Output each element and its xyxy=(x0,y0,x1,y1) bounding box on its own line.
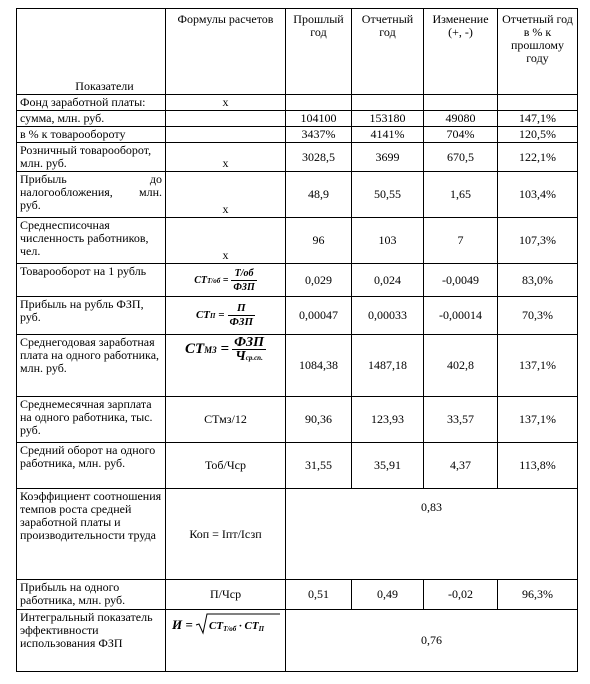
row-formula: П/Чср xyxy=(166,580,286,610)
cell-curr: 103 xyxy=(352,218,424,264)
cell-change: 402,8 xyxy=(424,335,498,397)
cell-prev: 0,029 xyxy=(286,264,352,297)
row-formula: x xyxy=(166,172,286,218)
cell-prev: 0,51 xyxy=(286,580,352,610)
header-formulas: Формулы расчетов xyxy=(166,9,286,95)
table-row xyxy=(17,443,578,489)
row-formula: x xyxy=(166,218,286,264)
cell-change: 4,37 xyxy=(424,443,498,489)
cell-curr: 4141% xyxy=(352,127,424,143)
cell-pct: 96,3% xyxy=(498,580,578,610)
row-label: Товарооборот на 1 рубль xyxy=(17,264,166,297)
row-label: Коэффициент соотношения темпов роста средней заработной платы и производительности труда xyxy=(17,489,166,580)
table-row xyxy=(17,95,578,111)
cell-curr: 0,49 xyxy=(352,580,424,610)
header-prev-year: Прошлый год xyxy=(286,9,352,95)
cell-change: 670,5 xyxy=(424,143,498,172)
cell-pct: 137,1% xyxy=(498,397,578,443)
table-row xyxy=(17,264,578,297)
table-row xyxy=(17,127,578,143)
cell-curr: 153180 xyxy=(352,111,424,127)
cell-pct: 83,0% xyxy=(498,264,578,297)
cell-merged-value: 0,83 xyxy=(286,489,578,580)
cell-pct: 103,4% xyxy=(498,172,578,218)
row-formula: СТмз/12 xyxy=(166,397,286,443)
formula-turnover-per-ruble: СТТ/об = $\frac{Т/об}{\text{ФЗП}}$ xyxy=(166,264,286,297)
cell-curr: 50,55 xyxy=(352,172,424,218)
row-label: Средний оборот на одного работника, млн. руб. xyxy=(17,443,166,489)
cell-prev: 0,00047 xyxy=(286,297,352,335)
row-formula: Тоб/Чср xyxy=(166,443,286,489)
row-formula: x xyxy=(166,143,286,172)
header-row xyxy=(17,9,578,95)
cell-change: 49080 xyxy=(424,111,498,127)
cell-change: 704% xyxy=(424,127,498,143)
formula-i-text: И = xyxy=(171,617,193,632)
row-label: сумма, млн. руб. xyxy=(17,111,166,127)
cell-prev: 3028,5 xyxy=(286,143,352,172)
table-row xyxy=(17,143,578,172)
cell-pct: 137,1% xyxy=(498,335,578,397)
cell-prev: 104100 xyxy=(286,111,352,127)
row-label: Прибыль до налогообложения, млн. руб. xyxy=(17,172,166,218)
header-indicators: Показатели xyxy=(17,9,166,95)
cell-pct: 107,3% xyxy=(498,218,578,264)
row-label: в % к товарообороту xyxy=(17,127,166,143)
cell-pct: 70,3% xyxy=(498,297,578,335)
table-row xyxy=(17,297,578,335)
cell-pct: 120,5% xyxy=(498,127,578,143)
cell-merged-value: 0,76 xyxy=(286,610,578,672)
cell-prev: 48,9 xyxy=(286,172,352,218)
cell-curr: 123,93 xyxy=(352,397,424,443)
cell-change: -0,02 xyxy=(424,580,498,610)
table-row xyxy=(17,218,578,264)
cell-pct: 122,1% xyxy=(498,143,578,172)
header-current-year: Отчетный год xyxy=(352,9,424,95)
cell-change: -0,00014 xyxy=(424,297,498,335)
table-row xyxy=(17,580,578,610)
cell-pct: 113,8% xyxy=(498,443,578,489)
formula-integral xyxy=(166,610,286,672)
cell-prev: 31,55 xyxy=(286,443,352,489)
cell-change: 33,57 xyxy=(424,397,498,443)
table-row xyxy=(17,610,578,672)
row-label: Прибыль на рубль ФЗП, руб. xyxy=(17,297,166,335)
row-label: Интегральный показатель эффективности использования ФЗП xyxy=(17,610,166,672)
table-row xyxy=(17,489,578,580)
row-label: Фонд заработной платы: xyxy=(17,95,166,111)
row-formula: x xyxy=(166,95,286,111)
row-label: Среднегодовая заработная плата на одного работника, млн. руб. xyxy=(17,335,166,397)
integral-formula-svg xyxy=(170,611,282,637)
row-label: Среднемесячная зарплата на одного работника, тыс. руб. xyxy=(17,397,166,443)
cell-prev: 96 xyxy=(286,218,352,264)
cell-curr: 0,00033 xyxy=(352,297,424,335)
header-change: Изменение (+, -) xyxy=(424,9,498,95)
row-label: Розничный товарооборот, млн. руб. xyxy=(17,143,166,172)
row-formula: Коп = Iпт/Iсзп xyxy=(166,489,286,580)
cell-pct: 147,1% xyxy=(498,111,578,127)
table-row xyxy=(17,111,578,127)
cell-prev: 1084,38 xyxy=(286,335,352,397)
cell-prev: 3437% xyxy=(286,127,352,143)
cell-curr: 1487,18 xyxy=(352,335,424,397)
cell-prev: 90,36 xyxy=(286,397,352,443)
cell-change: 1,65 xyxy=(424,172,498,218)
row-label: Среднесписочная численность работников, чел. xyxy=(17,218,166,264)
row-label: Прибыль на одного работника, млн. руб. xyxy=(17,580,166,610)
header-percent: Отчетный год в % к прошлому году xyxy=(498,9,578,95)
table-row xyxy=(17,397,578,443)
indicators-table xyxy=(16,8,578,672)
table-row xyxy=(17,172,578,218)
table-row xyxy=(17,335,578,397)
cell-curr: 0,024 xyxy=(352,264,424,297)
formula-avg-salary: СТМЗ = $\frac{\text{ФЗП}}{\text{Чср.сп.}}$ xyxy=(166,335,286,397)
cell-curr: 3699 xyxy=(352,143,424,172)
cell-change: 7 xyxy=(424,218,498,264)
cell-change: -0,0049 xyxy=(424,264,498,297)
formula-radicand: СТТ/об · СТП xyxy=(208,620,264,633)
formula-profit-per-ruble: СТП = $\frac{П}{\text{ФЗП}}$ xyxy=(166,297,286,335)
cell-curr: 35,91 xyxy=(352,443,424,489)
